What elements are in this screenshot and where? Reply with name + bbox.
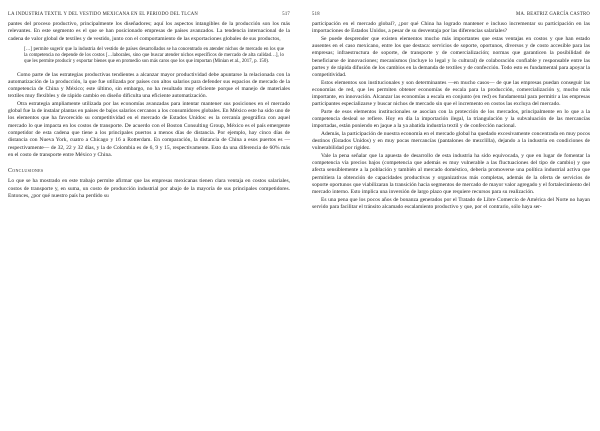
right-paragraph-2: Se puede desprender que existen elementos mucho más importantes que estas ventajas en costos y que han estado ausentes en el caso mexicano, entre los que destaca: servicios de soporte, oportunos, diversos y de costo accesible para las empresas; infraestructura de soporte, de transporte y de comercialización; normas que garanticen la posibilidad de beneficiarse de innovaciones; mecanismos (incluye lo legal y lo cultural) de colaboración confiable y responsable entre las partes y de rápida difusión de los cambios en la demanda de textiles y de confección. Todo esto es fundamental para apoyar la competitividad.	[312, 35, 590, 79]
section-title-conclusiones: Conclusiones	[8, 168, 44, 175]
right-paragraph-6: Vale la pena señalar que la apuesta de desarrollo de esta industria ha sido equivocada, y que en lugar de fomentar la competencia vía precios bajos (competencia que además es muy vulnerable a las fluctuaciones del tipo de cambio) y que afecta sensiblemente a la población y también al mercado doméstico, debería promoverse una política industrial activa que permitiera la obtención de capacidades productivas y organizativas más completas, además de la oferta de servicios de soporte oportunos que viabilizaran la transición hacia segmentos de mercado de mayor valor agregado y el fortalecimiento del mercado interno. Esto implica una inversión de largo plazo que requiere recursos para su realización.	[312, 152, 590, 196]
left-paragraph-2: Como parte de las estrategias productivas tendientes a alcanzar mayor productividad debe apuntarse la relacionada con la automatización de la producción, la que fue utilizada por países con altos salarios para defender sus espacios de mercado de la competencia de China y México; este último, sin embargo, no ha resultado muy eficiente porque el manejo de materiales textiles muy flexibles y de rápido cambio en diseño dificulta una eficiente automatización.	[8, 71, 290, 100]
right-paragraph-5: Además, la participación de nuestra economía en el mercado global ha quedado excesivamente concentrada en muy pocos destinos (Estados Unidos) y en muy pocas mercancías (pantalones de mezclilla), dejando a la industria en condiciones de vulnerabilidad por rigidez.	[312, 130, 590, 152]
right-running-head-author: MA. BEATRIZ GARCÍA CASTRO	[516, 12, 590, 17]
right-paragraph-4: Parte de esos elementos institucionales se asocian con la protección de los mercados, principalmente en lo que a la competencia desleal se refiere. Hoy en día la importación ilegal, la triangulación y la subvaluación de las mercancías importadas, están poniendo en jaque a la ya abatida industria textil y de confección nacional.	[312, 108, 590, 130]
right-page	[300, 0, 600, 431]
left-running-header	[8, 12, 290, 17]
left-paragraph-4: Lo que se ha mostrado en este trabajo permite afirmar que las empresas mexicanas tienen clara ventaja en costos salariales, costos de transporte y, en suma, un costo de producción industrial por abajo de la mayoría de sus principales competidores. Entonces, ¿por qué nuestro país ha perdido su	[8, 178, 290, 199]
right-paragraph-3: Estos elementos son institucionales y son determinantes —en mucho casos— de que las empresas puedan conseguir las economías de red, que les permiten obtener economías de escala para la producción, comercialización y, mucho más importante, en innovación. Alcanzar las economías a escala en conjunto (en red) es fundamental para permitir a las empresas participantes especializarse y buscar nichos de mercado sin que el incremento en costos las excluya del mercado.	[312, 79, 590, 108]
right-page-number: 518	[312, 12, 320, 17]
right-paragraph-1: participación en el mercado global?, ¿por qué China ha logrado mantener e incluso incrementar su participación en las importaciones de Estados Unidos, a pesar de su desventaja por las diferencias salariales?	[312, 21, 590, 35]
right-paragraph-7: Es una pena que los pocos años de bonanza generados por el Tratado de Libre Comercio de América del Norte no hayan servido para facilitar el tránsito alcamado escalamiento productivo y que, por el contrario, sólo haya ser-	[312, 196, 590, 210]
right-running-header	[312, 12, 590, 17]
left-paragraph-1: pantes del proceso productivo, principalmente los diseñadores; aquí los aspectos intangibles de la producción son los más relevantes. En este segmento es el que se han posicionado empresas de países avanzados. La tendencia internacional de la cadena de valor global de textiles y de vestido, junto con el comportamiento de las exportaciones globales de sus productos,	[8, 21, 290, 42]
block-quote: […] permite sugerir que la industria del vestido de países desarrollados se ha concentrado en atender nichos de mercado en los que la competencia no depende de los costos […laborales, sino que buscar atender nichos específicos de mercado de alta calidad…], lo que les permite producir y exportar bienes que en promedio son más caros que los que importan (Minian et al., 2017, p. 150).	[24, 46, 284, 65]
left-paragraph-3: Otra estrategia ampliamente utilizada por las economías avanzadas para intentar mantener sus posiciones en el mercado global fue la de instalar plantas en países de bajos salarios cercanos a los consumidores globales. En México este ha sido uno de los elementos que ha favorecido su competitividad en el mercado de Estados Unidos: es la cercanía geográfica con aquel mercado lo que impacta en los costos de transporte. De acuerdo con el Boston Consulting Group, México es el país emergente competidor de esta cadena que tiene a los principales puertos a menos días de distancia. Por ejemplo, hay cinco días de distancia con Nueva York, cuatro a Chicago y 16 a Rotterdam. En comparación, la distancia de China a esos puertos es —respectivamente— de 32, 22 y 32 días, y la de Colombia es de 6, 9 y 15, respectivamente. Esto da una diferencia de 60% más en el costo de transporte entre México y China.	[8, 100, 290, 158]
left-page-number: 517	[282, 12, 290, 17]
left-running-head-title: LA INDUSTRIA TEXTIL Y DEL VESTIDO MEXICANA EN EL PERIODO DEL TLCAN	[8, 12, 199, 17]
